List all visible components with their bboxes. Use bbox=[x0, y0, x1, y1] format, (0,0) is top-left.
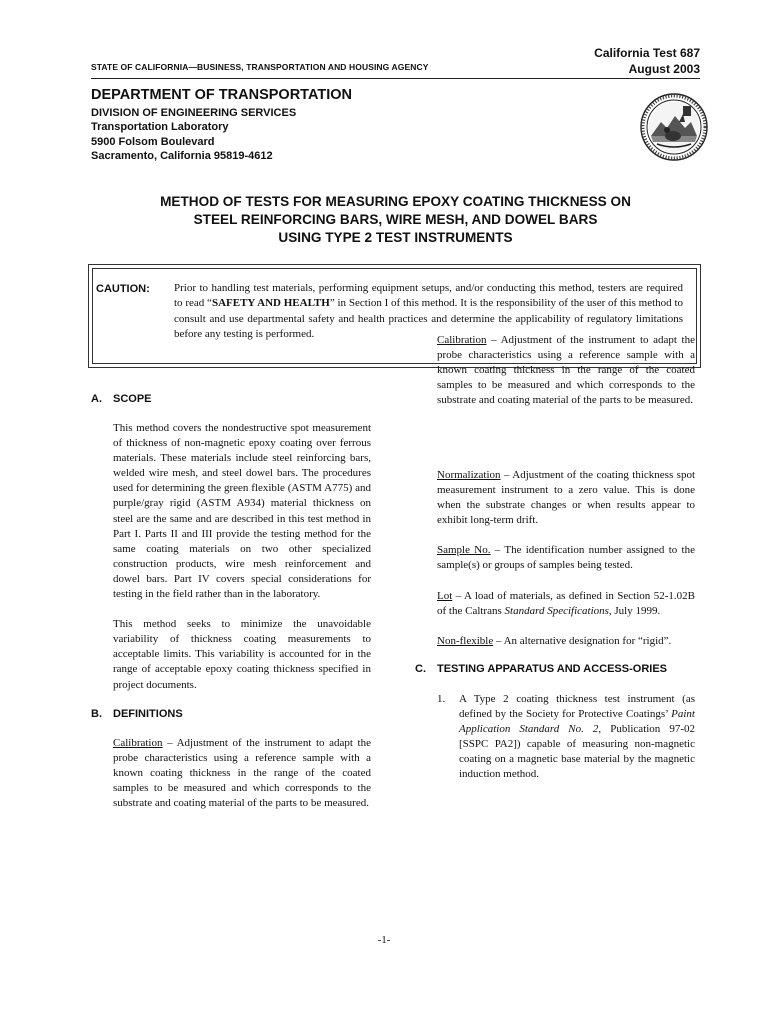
lot-term: Lot bbox=[437, 589, 453, 602]
lot-text-1: – A load of materials, as defined in Section 52-1.02B of the Caltrans bbox=[437, 589, 695, 617]
address-block bbox=[91, 106, 296, 163]
city-address: Sacramento, California 95819-4612 bbox=[91, 149, 273, 162]
apparatus-item-1-number: 1. bbox=[437, 692, 446, 705]
section-a-title: SCOPE bbox=[113, 393, 152, 405]
street-address: 5900 Folsom Boulevard bbox=[91, 135, 215, 148]
non-flexible-term: Non-flexible bbox=[437, 634, 494, 647]
header-rule bbox=[91, 78, 700, 79]
normalization-definition bbox=[437, 468, 695, 528]
sample-no-text: – The identification number assigned to the sample(s) or groups of samples being tested. bbox=[437, 544, 695, 572]
test-date: August 2003 bbox=[628, 62, 700, 76]
calibration-text: – Adjustment of the instrument to adapt the probe characteristics using a reference sample with a known coating thickness in the range of the coated samples to be measured and which corresponds to the substrate and coating material of the parts to be measured. bbox=[113, 736, 371, 809]
normalization-text: – Adjustment of the coating thickness spot measurement instrument to a zero value. This is done when the substrate changes or when results appear to exhibit long-term drift. bbox=[437, 469, 695, 527]
sample-no-term: Sample No. bbox=[437, 544, 491, 557]
lot-standard-specifications: Standard Specifications bbox=[504, 604, 609, 617]
page-number: -1- bbox=[377, 934, 391, 946]
lot-text-2: , July 1999. bbox=[608, 604, 661, 617]
division-name: DIVISION OF ENGINEERING SERVICES bbox=[91, 107, 297, 119]
title-line-1: METHOD OF TESTS FOR MEASURING EPOXY COATING THICKNESS ON bbox=[160, 194, 631, 209]
safety-health-reference: SAFETY AND HEALTH bbox=[211, 297, 330, 310]
apparatus-item-1 bbox=[437, 692, 695, 783]
scope-paragraph-1: This method covers the nondestructive spot measurement of thickness of non-magnetic epoxy coating over ferrous materials. These materials include steel reinforcing bars, welded wire mesh, and steel dowel bars. The procedures used for determining the green flexible (ASTM A775) and purple/gray rigid (ASTM A934) material thickness on steel are the same and are described in this test method in Part I. Parts II and III provide the testing method for the same coating materials on two other specialized construction products, wire mesh reinforcement and dowel bars. Part IV covers special considerations for testing in the field rather than in the laboratory. bbox=[113, 422, 371, 601]
calibration-term: Calibration bbox=[113, 736, 163, 749]
scope-paragraph-2: This method seeks to minimize the unavoidable variability of thickness coating measurements to acceptable limits. This variability is accounted for in the range of acceptable epoxy coating thickness specified in project documents. bbox=[113, 618, 371, 691]
left-column bbox=[91, 393, 371, 809]
section-a-heading bbox=[91, 393, 371, 405]
apparatus-item-1-part-1: A Type 2 coating thickness test instrument (as defined by the Society for Protective Coatings’ bbox=[459, 692, 695, 720]
calibration-definition bbox=[113, 736, 371, 809]
paint-application-standard: Paint Application Standard No. 2 bbox=[459, 707, 695, 736]
calibration-term-continued: Calibration bbox=[437, 334, 487, 346]
title-line-3: USING TYPE 2 TEST INSTRUMENTS bbox=[278, 230, 513, 245]
right-column bbox=[415, 334, 695, 782]
caution-label: CAUTION: bbox=[96, 283, 150, 295]
section-c-title: TESTING APPARATUS AND ACCESS-ORIES bbox=[437, 662, 667, 675]
apparatus-item-1-text bbox=[459, 692, 695, 783]
non-flexible-definition bbox=[437, 634, 695, 649]
caution-text-part-1: Prior to handling test materials, performing equipment setups, and/or conducting this method, testers are required to read “ bbox=[174, 282, 683, 310]
document-title bbox=[91, 193, 700, 247]
section-c-letter: C. bbox=[415, 662, 426, 675]
section-b-title: DEFINITIONS bbox=[113, 707, 183, 720]
calibration-definition-continued bbox=[437, 334, 695, 453]
test-number: California Test 687 bbox=[594, 46, 700, 60]
title-line-2: STEEL REINFORCING BARS, WIRE MESH, AND DOWEL BARS bbox=[193, 212, 598, 227]
apparatus-item-1-part-2: , Publication 97-02 [SSPC PA2]) capable of measuring non-magnetic coating on a magnetic base material by the magnetic induction method. bbox=[459, 723, 695, 781]
state-seal-logo bbox=[639, 92, 709, 162]
caution-text-part-2: ” in Section I of this method. It is the responsibility of the user of this method to consult and use departmental safety and health practices and determine the applicability of regulatory limitations before any testing is performed. bbox=[174, 297, 683, 340]
agency-name: STATE OF CALIFORNIA—BUSINESS, TRANSPORTATION AND HOUSING AGENCY bbox=[91, 62, 429, 72]
section-b-heading bbox=[91, 708, 371, 720]
sample-no-definition bbox=[437, 543, 695, 573]
department-name: DEPARTMENT OF TRANSPORTATION bbox=[91, 87, 352, 103]
calibration-text-continued: – Adjustment of the instrument to adapt the probe characteristics using a reference sample with a known coating thickness in the range of the coated samples to be measured and which corresponds to the substrate and coating material of the parts to be measured. bbox=[437, 334, 695, 407]
section-c-heading bbox=[415, 662, 695, 677]
calibration-continued-text bbox=[437, 333, 695, 408]
normalization-term: Normalization bbox=[437, 469, 501, 481]
test-number-block bbox=[594, 45, 700, 77]
lot-definition bbox=[437, 589, 695, 619]
lab-name: Transportation Laboratory bbox=[91, 121, 229, 134]
section-a-letter: A. bbox=[91, 393, 102, 405]
non-flexible-text: – An alternative designation for “rigid”. bbox=[493, 634, 672, 647]
section-b-letter: B. bbox=[91, 707, 102, 720]
